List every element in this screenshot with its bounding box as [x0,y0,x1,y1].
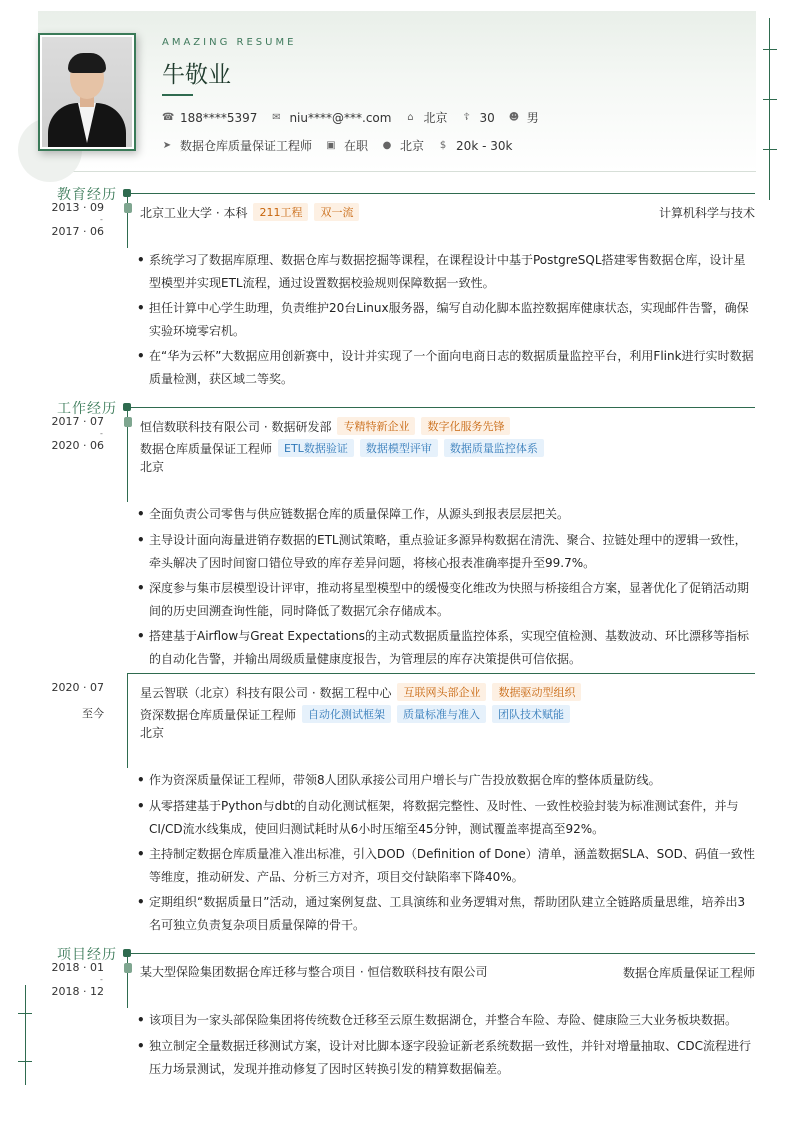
school-tag: 211工程 [253,203,308,221]
job2-bullet: • 主持制定数据仓库质量准入准出标准，引入DOD（Definition of Done）清单，涵盖数据SLA、SOD、码值一致性等维度，推动研发、产品、分析三方对齐，项目交付缺陷率下降40%。 [137,847,755,884]
job1-bullet: • 全面负责公司零售与供应链数据仓库的质量保障工作，从源头到报表层层把关。 [137,507,570,521]
intention-row [162,137,526,154]
status-text: 在职 [344,139,369,153]
job2-bullet: • 作为资深质量保证工程师，带领8人团队承接公司用户增长与广告投放数据仓库的整体质量防线。 [137,773,661,787]
job1-start-date: 2017 · 07 [51,415,104,428]
target-job-text: 数据仓库质量保证工程师 [180,139,313,153]
role-tag: 质量标准与准入 [397,705,486,723]
role-tag: 数据质量监控体系 [444,439,544,457]
timeline-line [127,673,128,768]
section-line [128,193,755,194]
company-tag: 数据驱动型组织 [492,683,581,701]
job-role: 数据仓库质量保证工程师 [140,441,273,456]
right-deco-tick [763,99,777,100]
section-title-education: 教育经历 [57,187,117,203]
edu-bullet: • 担任计算中心学生助理，负责维护20台Linux服务器，编写自动化脚本监控数据库健康状态，实现邮件告警，确保实验环境零宕机。 [137,301,749,338]
company-name: 恒信数联科技有限公司 · 数据研发部 [140,419,332,434]
company-name: 星云智联（北京）科技有限公司 · 数据工程中心 [140,685,392,700]
job2-bullet: • 从零搭建基于Python与dbt的自动化测试框架，将数据完整性、及时性、一致性校验封装为标准测试套件，并与CI/CD流水线集成，使回归测试耗时从6小时压缩至45分钟，测试覆盖率提高至92%。 [137,799,739,836]
age-text: 30 [479,110,495,125]
job1-role-row [140,439,544,457]
edu-date-sep: - [100,215,103,224]
city-text: 北京 [423,111,448,125]
home-icon: ⌂ [407,111,414,123]
contact-row [162,109,553,126]
edu-bullet: • 在“华为云杯”大数据应用创新赛中，设计并实现了一个面向电商日志的数据质量监控平台，利用Flink进行实时数据质量检测，获区域二等奖。 [137,349,754,386]
salary-text: 20k - 30k [456,138,513,153]
job-role: 资深数据仓库质量保证工程师 [140,707,297,722]
job2-bullet: • 定期组织“数据质量日”活动，通过案例复盘、工具演练和业务逻辑对焦，帮助团队建立全链路质量思维，培养出3名可独立负责复杂项目质量保障的骨干。 [137,895,746,932]
project-bullet: • 独立制定全量数据迁移测试方案，设计对比脚本逐字段验证新老系统数据一致性，并针对增量抽取、CDC流程进行压力场景测试，发现并推动修复了因时区转换引发的精算数据偏差。 [137,1039,752,1076]
edu-major: 计算机科学与技术 [658,206,755,220]
gender-icon: ☻ [508,111,520,123]
project-role: 数据仓库质量保证工程师 [622,966,755,980]
school-name: 北京工业大学 · 本科 [140,205,248,220]
money-icon: $ [439,139,447,151]
edu-bullet: • 系统学习了数据库原理、数据仓库与数据挖掘等课程，在课程设计中基于PostgreSQL搭建零售数据仓库，设计星型模型并实现ETL流程，通过设置数据校验规则保障数据一致性。 [137,253,746,290]
timeline-node [124,203,132,213]
age-icon: ☦ [463,111,470,123]
left-deco-tick [18,1061,32,1062]
phone-text: 188****5397 [180,110,258,125]
job2-role-row [140,705,570,723]
section-line [128,953,755,954]
job2-city: 北京 [140,726,165,740]
phone-icon: ☎ [162,111,175,123]
edu-start-date: 2013 · 09 [51,201,104,214]
email-text: niu****@***.com [289,110,392,125]
briefcase-icon: ▣ [326,139,336,151]
job1-bullet: • 主导设计面向海量进销存数据的ETL测试策略，重点验证多源异构数据在清洗、聚合、拉链处理中的逻辑一致性，牵头解决了因时间窗口错位导致的库存差异问题，将核心报表准确率提升至99.7%。 [137,533,747,570]
timeline-line [127,953,128,1008]
job2-start-date: 2020 · 07 [51,681,104,694]
edu-school-row [140,203,359,221]
company-tag: 数字化服务先锋 [421,417,510,435]
job1-bullet: • 搭建基于Airflow与Great Expectations的主动式数据质量监控体系，实现空值检测、基数波动、环比漂移等指标的自动化告警，并输出周级质量健康度报告，为管理层的库存决策提供可信依据。 [137,629,749,666]
role-tag: 自动化测试框架 [302,705,391,723]
job1-company-row [140,417,510,435]
role-tag: 团队技术赋能 [492,705,570,723]
role-tag: 数据模型评审 [360,439,438,457]
email-icon: ✉ [272,111,281,123]
timeline-line [127,193,128,248]
section-title-project: 项目经历 [57,947,117,963]
role-tag: ETL数据验证 [278,439,354,457]
school-tag: 双一流 [314,203,359,221]
project-bullet: • 该项目为一家头部保险集团将传统数仓迁移至云原生数据湖仓，并整合车险、寿险、健康险三大业务板块数据。 [137,1013,738,1027]
company-tag: 专精特新企业 [337,417,415,435]
send-icon: ➤ [162,139,172,151]
job1-bullet: • 深度参与集市层模型设计评审，推动将星型模型中的缓慢变化维改为快照与桥接组合方案，显著优化了促销活动期间的历史回溯查询性能，同时降低了数据冗余存储成本。 [137,581,750,618]
right-deco-tick [763,149,777,150]
target-city-text: 北京 [400,139,425,153]
resume-tagline: AMAZING RESUME [162,37,297,48]
left-deco-tick [18,1013,32,1014]
project-start-date: 2018 · 01 [51,961,104,974]
candidate-name: 牛敬业 [162,62,231,88]
job1-date-sep: - [100,429,103,438]
company-tag: 互联网头部企业 [397,683,486,701]
project-name: 某大型保险集团数据仓库迁移与整合项目 · 恒信数联科技有限公司 [140,965,488,979]
project-date-sep: - [100,975,103,984]
job2-end-date: 至今 [82,707,104,720]
section-title-work: 工作经历 [57,401,117,417]
right-deco-line [769,18,770,200]
left-deco-line [25,985,26,1085]
gender-text: 男 [526,111,539,125]
avatar-photo [42,37,132,147]
section-line [128,407,755,408]
project-end-date: 2018 · 12 [51,985,104,998]
job2-company-row [140,683,581,701]
job1-end-date: 2020 · 06 [51,439,104,452]
timeline-node [124,417,132,427]
timeline-node [124,963,132,973]
right-deco-tick [763,49,777,50]
entry-separator [128,673,755,674]
edu-end-date: 2017 · 06 [51,225,104,238]
job1-city: 北京 [140,460,165,474]
location-icon: ● [382,139,392,151]
avatar [38,33,136,151]
name-underline [162,94,193,96]
